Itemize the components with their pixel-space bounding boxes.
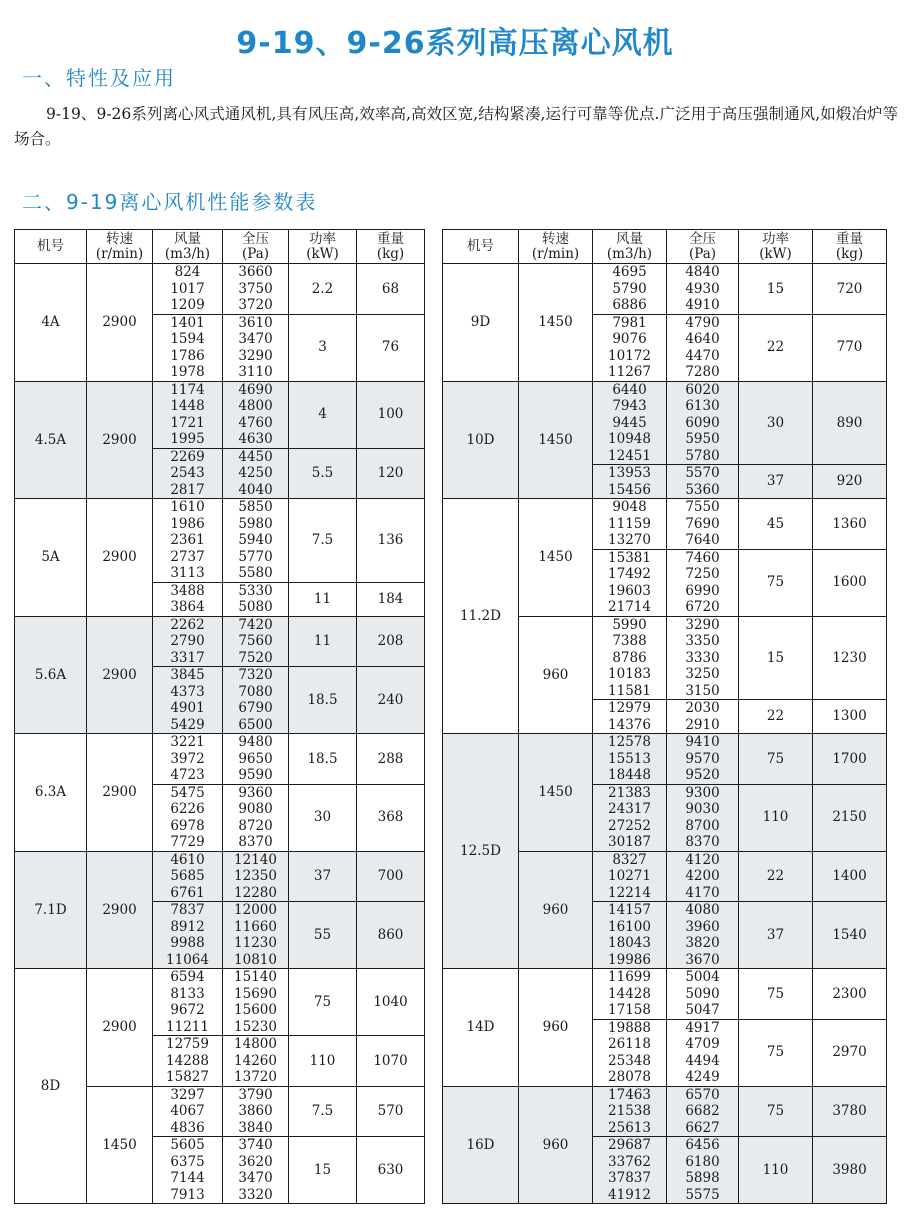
flow-cell: 5605 6375 7144 7913 — [153, 1137, 223, 1204]
table-row — [443, 264, 887, 315]
table-row — [15, 851, 425, 902]
column-header-unit: (r/min) — [95, 245, 144, 262]
pressure-cell: 4917 4709 4494 4249 — [667, 1019, 739, 1086]
weight-cell: 1230 — [813, 616, 887, 700]
flow-cell: 13953 15456 — [593, 465, 667, 499]
power-cell: 45 — [739, 499, 813, 550]
flow-cell: 3221 3972 4723 — [153, 734, 223, 785]
weight-cell: 770 — [813, 314, 887, 381]
flow-cell: 29687 33762 37837 41912 — [593, 1137, 667, 1204]
power-cell: 75 — [739, 549, 813, 616]
weight-cell: 570 — [357, 1086, 425, 1137]
section-heading-features: 一、特性及应用 — [22, 66, 176, 90]
column-header-name: 机号 — [37, 238, 64, 254]
model-cell: 12.5D — [443, 734, 519, 969]
power-cell: 75 — [739, 734, 813, 785]
column-header — [593, 230, 667, 264]
model-cell: 11.2D — [443, 499, 519, 734]
header-row — [15, 230, 425, 264]
weight-cell: 1300 — [813, 700, 887, 734]
pressure-cell: 4450 4250 4040 — [223, 448, 289, 499]
column-header — [289, 230, 357, 264]
flow-cell: 5990 7388 8786 10183 11581 — [593, 616, 667, 700]
flow-cell: 1401 1594 1786 1978 — [153, 314, 223, 381]
speed-cell: 960 — [519, 851, 593, 969]
flow-cell: 21383 24317 27252 30187 — [593, 784, 667, 851]
flow-cell: 2269 2543 2817 — [153, 448, 223, 499]
pressure-cell: 7460 7250 6990 6720 — [667, 549, 739, 616]
flow-cell: 12759 14288 15827 — [153, 1036, 223, 1087]
section-heading-parameters: 二、9-19离心风机性能参数表 — [22, 190, 318, 214]
speed-cell: 1450 — [519, 734, 593, 852]
table-row — [15, 264, 425, 315]
weight-cell: 368 — [357, 784, 425, 851]
table-row — [443, 1086, 887, 1137]
power-cell: 22 — [739, 851, 813, 902]
pressure-cell: 4080 3960 3820 3670 — [667, 902, 739, 969]
flow-cell: 8327 10271 12214 — [593, 851, 667, 902]
pressure-cell: 3610 3470 3290 3110 — [223, 314, 289, 381]
column-header-unit: (kg) — [835, 245, 864, 262]
weight-cell: 1070 — [357, 1036, 425, 1087]
pressure-cell: 3790 3860 3840 — [223, 1086, 289, 1137]
power-cell: 2.2 — [289, 264, 357, 315]
table-row — [443, 499, 887, 550]
table-row — [443, 969, 887, 1020]
power-cell: 18.5 — [289, 734, 357, 785]
column-header-name: 功率 — [762, 230, 789, 247]
weight-cell: 76 — [357, 314, 425, 381]
column-header-unit: (kW) — [306, 245, 339, 262]
column-header-unit: (Pa) — [241, 245, 270, 262]
power-cell: 30 — [739, 381, 813, 465]
pressure-cell: 5004 5090 5047 — [667, 969, 739, 1020]
weight-cell: 1400 — [813, 851, 887, 902]
flow-cell: 1174 1448 1721 1995 — [153, 381, 223, 448]
table-row — [15, 616, 425, 667]
pressure-cell: 4690 4800 4760 4630 — [223, 381, 289, 448]
weight-cell: 630 — [357, 1137, 425, 1204]
column-header — [739, 230, 813, 264]
flow-cell: 6440 7943 9445 10948 12451 — [593, 381, 667, 465]
pressure-cell: 7420 7560 7520 — [223, 616, 289, 667]
model-cell: 5.6A — [15, 616, 87, 734]
column-header-unit: (kg) — [376, 245, 405, 262]
flow-cell: 14157 16100 18043 19986 — [593, 902, 667, 969]
flow-cell: 5475 6226 6978 7729 — [153, 784, 223, 851]
weight-cell: 1600 — [813, 549, 887, 616]
power-cell: 110 — [739, 784, 813, 851]
power-cell: 110 — [289, 1036, 357, 1087]
power-cell: 22 — [739, 700, 813, 734]
power-cell: 18.5 — [289, 667, 357, 734]
pressure-cell: 3660 3750 3720 — [223, 264, 289, 315]
table-row — [15, 734, 425, 785]
model-cell: 8D — [15, 969, 87, 1204]
column-header-name: 全压 — [242, 230, 269, 247]
weight-cell: 288 — [357, 734, 425, 785]
weight-cell: 3780 — [813, 1086, 887, 1137]
model-cell: 16D — [443, 1086, 519, 1204]
header-row — [443, 230, 887, 264]
column-header-name: 转速 — [542, 230, 569, 247]
speed-cell: 2900 — [87, 851, 153, 969]
weight-cell: 1360 — [813, 499, 887, 550]
speed-cell: 1450 — [519, 264, 593, 382]
column-header — [223, 230, 289, 264]
pressure-cell: 9410 9570 9520 — [667, 734, 739, 785]
power-cell: 5.5 — [289, 448, 357, 499]
power-cell: 11 — [289, 616, 357, 667]
power-cell: 3 — [289, 314, 357, 381]
speed-cell: 960 — [519, 1086, 593, 1204]
column-header-unit: (kW) — [759, 245, 792, 262]
speed-cell: 2900 — [87, 616, 153, 734]
flow-cell: 3488 3864 — [153, 582, 223, 616]
power-cell: 55 — [289, 902, 357, 969]
column-header — [153, 230, 223, 264]
weight-cell: 890 — [813, 381, 887, 465]
weight-cell: 100 — [357, 381, 425, 448]
power-cell: 75 — [739, 1019, 813, 1086]
flow-cell: 9048 11159 13270 — [593, 499, 667, 550]
table-row — [443, 734, 887, 785]
power-cell: 30 — [289, 784, 357, 851]
pressure-cell: 4840 4930 4910 — [667, 264, 739, 315]
pressure-cell: 5330 5080 — [223, 582, 289, 616]
weight-cell: 1700 — [813, 734, 887, 785]
pressure-cell: 3290 3350 3330 3250 3150 — [667, 616, 739, 700]
power-cell: 75 — [739, 1086, 813, 1137]
model-cell: 5A — [15, 499, 87, 617]
speed-cell: 1450 — [519, 499, 593, 617]
left-parameter-table — [14, 229, 425, 1204]
weight-cell: 2300 — [813, 969, 887, 1020]
weight-cell: 720 — [813, 264, 887, 315]
model-cell: 6.3A — [15, 734, 87, 852]
model-cell: 10D — [443, 381, 519, 499]
column-header-name: 转速 — [106, 230, 133, 247]
right-parameter-table — [442, 229, 887, 1204]
flow-cell: 12578 15513 18448 — [593, 734, 667, 785]
speed-cell: 2900 — [87, 734, 153, 852]
speed-cell: 1450 — [87, 1086, 153, 1204]
power-cell: 110 — [739, 1137, 813, 1204]
power-cell: 37 — [739, 902, 813, 969]
column-header-unit: (r/min) — [531, 245, 580, 262]
table-row — [15, 499, 425, 583]
speed-cell: 2900 — [87, 381, 153, 499]
weight-cell: 68 — [357, 264, 425, 315]
power-cell: 75 — [739, 969, 813, 1020]
column-header-unit: (m3/h) — [606, 245, 653, 262]
power-cell: 15 — [289, 1137, 357, 1204]
weight-cell: 2970 — [813, 1019, 887, 1086]
column-header — [813, 230, 887, 264]
column-header-unit: (m3/h) — [164, 245, 211, 262]
model-cell: 9D — [443, 264, 519, 382]
speed-cell: 1450 — [519, 381, 593, 499]
pressure-cell: 4120 4200 4170 — [667, 851, 739, 902]
power-cell: 4 — [289, 381, 357, 448]
column-header — [15, 230, 87, 264]
column-header-name: 风量 — [616, 230, 643, 247]
column-header-name: 功率 — [309, 230, 336, 247]
weight-cell: 136 — [357, 499, 425, 583]
model-cell: 4.5A — [15, 381, 87, 499]
pressure-cell: 5570 5360 — [667, 465, 739, 499]
column-header-name: 风量 — [174, 230, 201, 247]
page-title: 9-19、9-26系列高压离心风机 — [236, 26, 674, 61]
weight-cell: 184 — [357, 582, 425, 616]
weight-cell: 120 — [357, 448, 425, 499]
flow-cell: 17463 21538 25613 — [593, 1086, 667, 1137]
column-header-unit: (Pa) — [688, 245, 717, 262]
weight-cell: 860 — [357, 902, 425, 969]
flow-cell: 6594 8133 9672 11211 — [153, 969, 223, 1036]
pressure-cell: 7320 7080 6790 6500 — [223, 667, 289, 734]
table-row — [443, 381, 887, 465]
model-cell: 4A — [15, 264, 87, 382]
pressure-cell: 6570 6682 6627 — [667, 1086, 739, 1137]
speed-cell: 2900 — [87, 499, 153, 617]
flow-cell: 2262 2790 3317 — [153, 616, 223, 667]
weight-cell: 1540 — [813, 902, 887, 969]
flow-cell: 4695 5790 6886 — [593, 264, 667, 315]
pressure-cell: 5850 5980 5940 5770 5580 — [223, 499, 289, 583]
speed-cell: 960 — [519, 969, 593, 1087]
pressure-cell: 12140 12350 12280 — [223, 851, 289, 902]
weight-cell: 3980 — [813, 1137, 887, 1204]
weight-cell: 240 — [357, 667, 425, 734]
flow-cell: 11699 14428 17158 — [593, 969, 667, 1020]
weight-cell: 920 — [813, 465, 887, 499]
model-cell: 14D — [443, 969, 519, 1087]
column-header-name: 机号 — [467, 238, 494, 254]
power-cell: 7.5 — [289, 499, 357, 583]
column-header-name: 重量 — [377, 230, 404, 247]
column-header — [443, 230, 519, 264]
power-cell: 11 — [289, 582, 357, 616]
weight-cell: 700 — [357, 851, 425, 902]
power-cell: 37 — [739, 465, 813, 499]
weight-cell: 2150 — [813, 784, 887, 851]
column-header — [87, 230, 153, 264]
column-header-name: 重量 — [836, 230, 863, 247]
right-parameter-table-container — [442, 229, 887, 1204]
column-header — [519, 230, 593, 264]
speed-cell: 2900 — [87, 969, 153, 1087]
pressure-cell: 7550 7690 7640 — [667, 499, 739, 550]
pressure-cell: 14800 14260 13720 — [223, 1036, 289, 1087]
flow-cell: 7981 9076 10172 11267 — [593, 314, 667, 381]
pressure-cell: 4790 4640 4470 7280 — [667, 314, 739, 381]
column-header — [667, 230, 739, 264]
intro-paragraph: 9-19、9-26系列离心风式通风机,具有风压高,效率高,高效区宽,结构紧凑,运行可靠等优点.广泛用于高压强制通风,如煅冶炉等场合。 — [14, 105, 898, 148]
pressure-cell: 3740 3620 3470 3320 — [223, 1137, 289, 1204]
column-header — [357, 230, 425, 264]
flow-cell: 824 1017 1209 — [153, 264, 223, 315]
column-header-name: 全压 — [689, 230, 716, 247]
flow-cell: 19888 26118 25348 28078 — [593, 1019, 667, 1086]
pressure-cell: 6020 6130 6090 5950 5780 — [667, 381, 739, 465]
power-cell: 22 — [739, 314, 813, 381]
weight-cell: 1040 — [357, 969, 425, 1036]
flow-cell: 7837 8912 9988 11064 — [153, 902, 223, 969]
power-cell: 15 — [739, 616, 813, 700]
pressure-cell: 9480 9650 9590 — [223, 734, 289, 785]
power-cell: 15 — [739, 264, 813, 315]
flow-cell: 1610 1986 2361 2737 3113 — [153, 499, 223, 583]
flow-cell: 3297 4067 4836 — [153, 1086, 223, 1137]
pressure-cell: 15140 15690 15600 15230 — [223, 969, 289, 1036]
power-cell: 7.5 — [289, 1086, 357, 1137]
flow-cell: 4610 5685 6761 — [153, 851, 223, 902]
model-cell: 7.1D — [15, 851, 87, 969]
power-cell: 37 — [289, 851, 357, 902]
pressure-cell: 2030 2910 — [667, 700, 739, 734]
pressure-cell: 9300 9030 8700 8370 — [667, 784, 739, 851]
pressure-cell: 9360 9080 8720 8370 — [223, 784, 289, 851]
speed-cell: 960 — [519, 616, 593, 734]
flow-cell: 12979 14376 — [593, 700, 667, 734]
table-row — [15, 969, 425, 1036]
table-row — [15, 381, 425, 448]
flow-cell: 3845 4373 4901 5429 — [153, 667, 223, 734]
power-cell: 75 — [289, 969, 357, 1036]
flow-cell: 15381 17492 19603 21714 — [593, 549, 667, 616]
left-parameter-table-container — [14, 229, 425, 1204]
speed-cell: 2900 — [87, 264, 153, 382]
pressure-cell: 12000 11660 11230 10810 — [223, 902, 289, 969]
pressure-cell: 6456 6180 5898 5575 — [667, 1137, 739, 1204]
weight-cell: 208 — [357, 616, 425, 667]
